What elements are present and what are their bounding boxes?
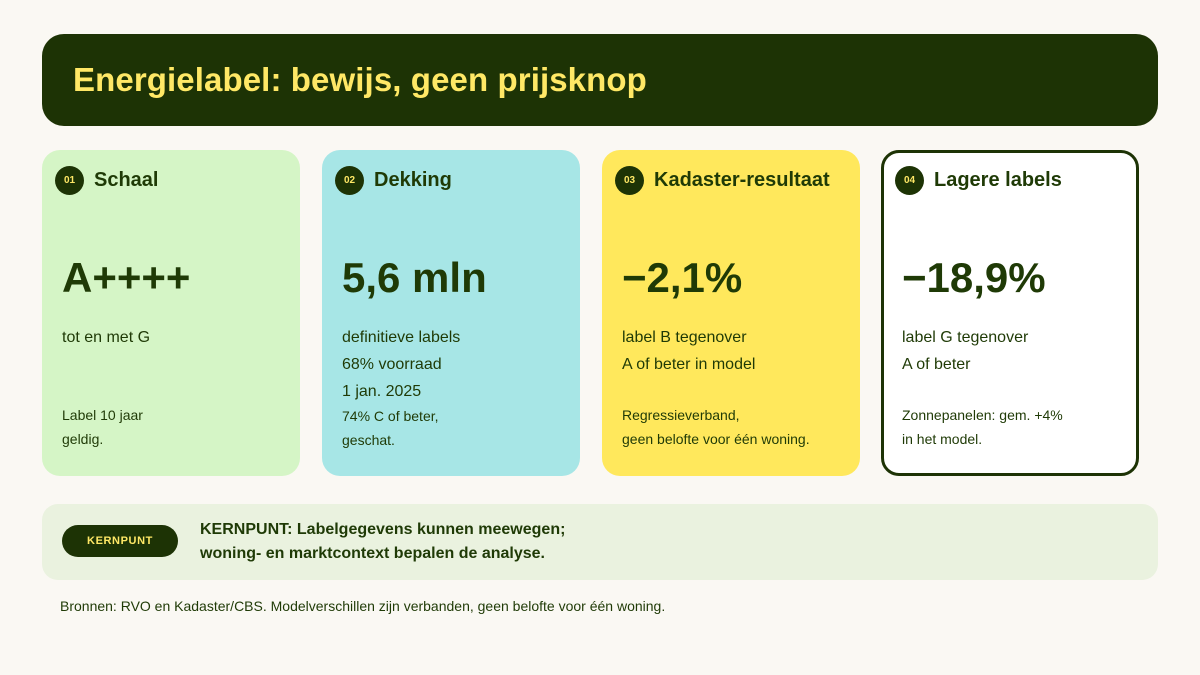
card-title: Lagere labels: [934, 169, 1062, 191]
card-number-badge: 01: [55, 166, 84, 195]
card-number-badge: 02: [335, 166, 364, 195]
card-number-badge: 04: [895, 166, 924, 195]
card-header: [895, 166, 1062, 195]
card-description-line: definitieve labels: [342, 329, 461, 346]
card-big-value: A++++: [62, 254, 191, 301]
sources-footnote: Bronnen: RVO en Kadaster/CBS. Modelverschillen zijn verbanden, geen belofte voor één woning.: [60, 598, 666, 614]
card-header: [55, 166, 158, 195]
card-title: Kadaster-resultaat: [654, 169, 830, 191]
kernpunt-text: [200, 518, 565, 566]
kernpunt-badge: KERNPUNT: [62, 525, 178, 557]
kernpunt-text-line: woning- en marktcontext bepalen de analyse.: [200, 545, 545, 562]
card-description: [342, 324, 460, 405]
card-description-line: label G tegenover: [902, 329, 1029, 346]
card-description: [902, 324, 1028, 378]
card-number-badge: 03: [615, 166, 644, 195]
header-banner: [42, 34, 1158, 126]
card-big-value: 5,6 mln: [342, 254, 487, 301]
card-note: [62, 403, 143, 451]
card-description-line: tot en met G: [62, 329, 151, 346]
card-description: [622, 324, 755, 378]
card-big-value: −18,9%: [902, 254, 1046, 301]
card-note-line: 74% C of beter,: [342, 408, 439, 424]
card-description-line: label B tegenover: [622, 329, 747, 346]
card-note-line: geschat.: [342, 432, 395, 448]
card-description-line: 1 jan. 2025: [342, 383, 422, 400]
kernpunt-text-line: KERNPUNT: Labelgegevens kunnen meewegen;: [200, 521, 566, 538]
card-header: [335, 166, 452, 195]
card-schaal: [42, 150, 300, 476]
kernpunt-callout: [42, 504, 1158, 580]
card-description-line: A of beter in model: [622, 356, 756, 373]
card-note-line: geen belofte voor één woning.: [622, 431, 810, 447]
page-title: Energielabel: bewijs, geen prijsknop: [73, 61, 647, 98]
card-note-line: Label 10 jaar: [62, 407, 143, 423]
card-description: [62, 324, 150, 351]
card-title: Schaal: [94, 169, 159, 191]
card-note: [342, 404, 439, 452]
card-note-line: in het model.: [902, 431, 983, 447]
card-lagere-labels: [881, 150, 1139, 476]
card-note-line: geldig.: [62, 431, 104, 447]
card-big-value: −2,1%: [622, 254, 743, 301]
card-note-line: Zonnepanelen: gem. +4%: [902, 407, 1063, 423]
card-title: Dekking: [374, 169, 452, 191]
card-dekking: [322, 150, 580, 476]
card-header: [615, 166, 830, 195]
card-note: [902, 403, 1063, 451]
card-description-line: 68% voorraad: [342, 356, 442, 373]
card-note: [622, 403, 810, 451]
card-kadaster-resultaat: [602, 150, 860, 476]
card-note-line: Regressieverband,: [622, 407, 740, 423]
card-description-line: A of beter: [902, 356, 971, 373]
